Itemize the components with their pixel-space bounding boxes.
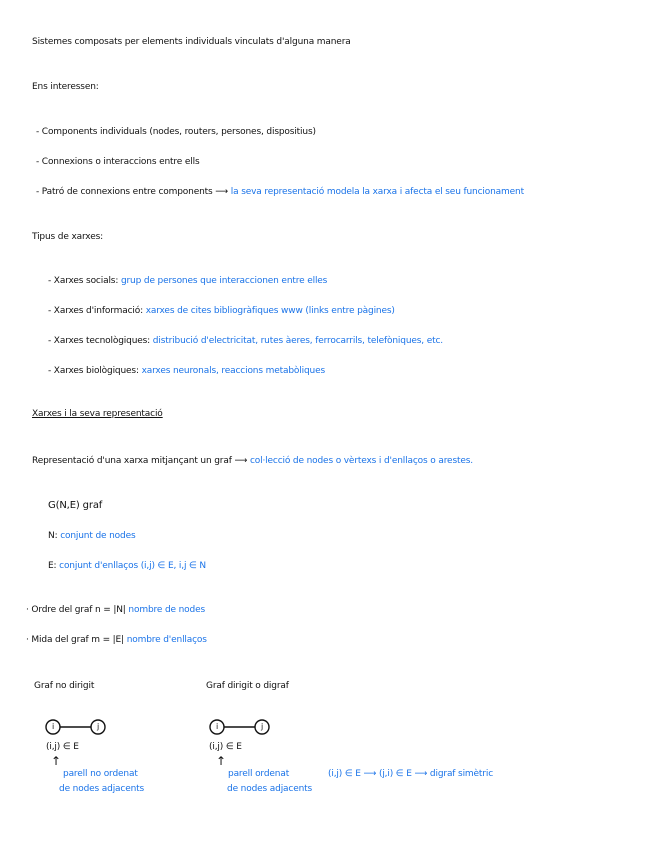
directed-note-line1: parell ordenat xyxy=(228,769,290,779)
type-item-technological xyxy=(48,335,443,347)
node-i-label: i xyxy=(51,722,55,731)
node-i-label: i xyxy=(215,722,219,731)
interest-item-pattern xyxy=(36,186,524,198)
order-description: nombre de nodes xyxy=(128,605,206,615)
type-item-information xyxy=(48,305,395,317)
undirected-note-line1: parell no ordenat xyxy=(63,769,138,779)
interest-item-components xyxy=(36,126,316,138)
undirected-note-line2: de nodes adjacents xyxy=(59,784,145,794)
interest-item-connections xyxy=(36,156,199,168)
type-label: - Xarxes socials: xyxy=(48,276,119,286)
section-title: Xarxes i la seva representació xyxy=(32,409,163,419)
edges-definition xyxy=(48,560,206,572)
size-description: nombre d'enllaços xyxy=(126,635,207,645)
node-j-label: j xyxy=(96,722,100,731)
type-item-biological xyxy=(48,365,325,377)
type-label: - Xarxes biològiques: xyxy=(48,366,139,376)
order-formula: · Ordre del graf n = |N| xyxy=(26,605,126,615)
type-label: - Xarxes d'informació: xyxy=(48,306,143,316)
arrow-right-icon: ⟶ xyxy=(215,187,229,197)
types-heading: Tipus de xarxes: xyxy=(32,232,104,242)
graph-order xyxy=(26,604,205,616)
type-label: - Xarxes tecnològiques: xyxy=(48,336,151,346)
directed-note-line2: de nodes adjacents xyxy=(227,784,313,794)
nodes-definition xyxy=(48,530,136,542)
graph-notation: G(N,E) xyxy=(48,500,80,511)
graph-definition xyxy=(48,500,102,512)
edges-symbol: E: xyxy=(48,561,57,571)
representation-note: col·lecció de nodes o vèrtexs i d'enllaços o arestes. xyxy=(249,456,473,466)
interest-text: - Components individuals (nodes, routers, persones, dispositius) xyxy=(36,127,316,137)
interest-text: - Patró de connexions entre components xyxy=(36,187,213,197)
undirected-pair: (i,j) ∈ E xyxy=(46,742,79,752)
type-description: xarxes de cites bibliogràfiques www (links entre pàgines) xyxy=(145,306,395,316)
interests-heading: Ens interessen: xyxy=(32,82,99,92)
nodes-symbol: N: xyxy=(48,531,58,541)
arrow-up-icon: ↑ xyxy=(51,754,61,768)
intro-text: Sistemes composats per elements individuals vinculats d'alguna manera xyxy=(32,37,351,47)
edges-description: conjunt d'enllaços (i,j) ∈ E, i,j ∈ N xyxy=(59,561,207,571)
arrow-up-icon: ↑ xyxy=(216,754,226,768)
interest-text: - Connexions o interaccions entre ells xyxy=(36,157,200,167)
interest-note: la seva representació modela la xarxa i afecta el seu funcionament xyxy=(230,187,524,197)
graph-word: graf xyxy=(82,500,103,511)
type-description: xarxes neuronals, reaccions metabòliques xyxy=(141,366,326,376)
graph-size xyxy=(26,634,207,646)
size-formula: · Mida del graf m = |E| xyxy=(26,635,124,645)
type-description: grup de persones que interaccionen entre elles xyxy=(120,276,328,286)
undirected-graph-title: Graf no dirigit xyxy=(34,681,95,691)
node-j-label: j xyxy=(260,722,264,731)
nodes-description: conjunt de nodes xyxy=(60,531,136,541)
arrow-right-icon: ⟶ xyxy=(234,456,248,466)
type-description: distribució d'electricitat, rutes àeres, ferrocarrils, telefòniques, etc. xyxy=(152,336,443,346)
representation-line xyxy=(32,455,473,467)
representation-text: Representació d'una xarxa mitjançant un graf xyxy=(32,456,232,466)
symmetric-digraph-note: (i,j) ∈ E ⟶ (j,i) ∈ E ⟶ digraf simètric xyxy=(328,769,494,779)
directed-pair: (i,j) ∈ E xyxy=(209,742,242,752)
directed-graph-title: Graf dirigit o digraf xyxy=(206,681,289,691)
type-item-social xyxy=(48,275,327,287)
